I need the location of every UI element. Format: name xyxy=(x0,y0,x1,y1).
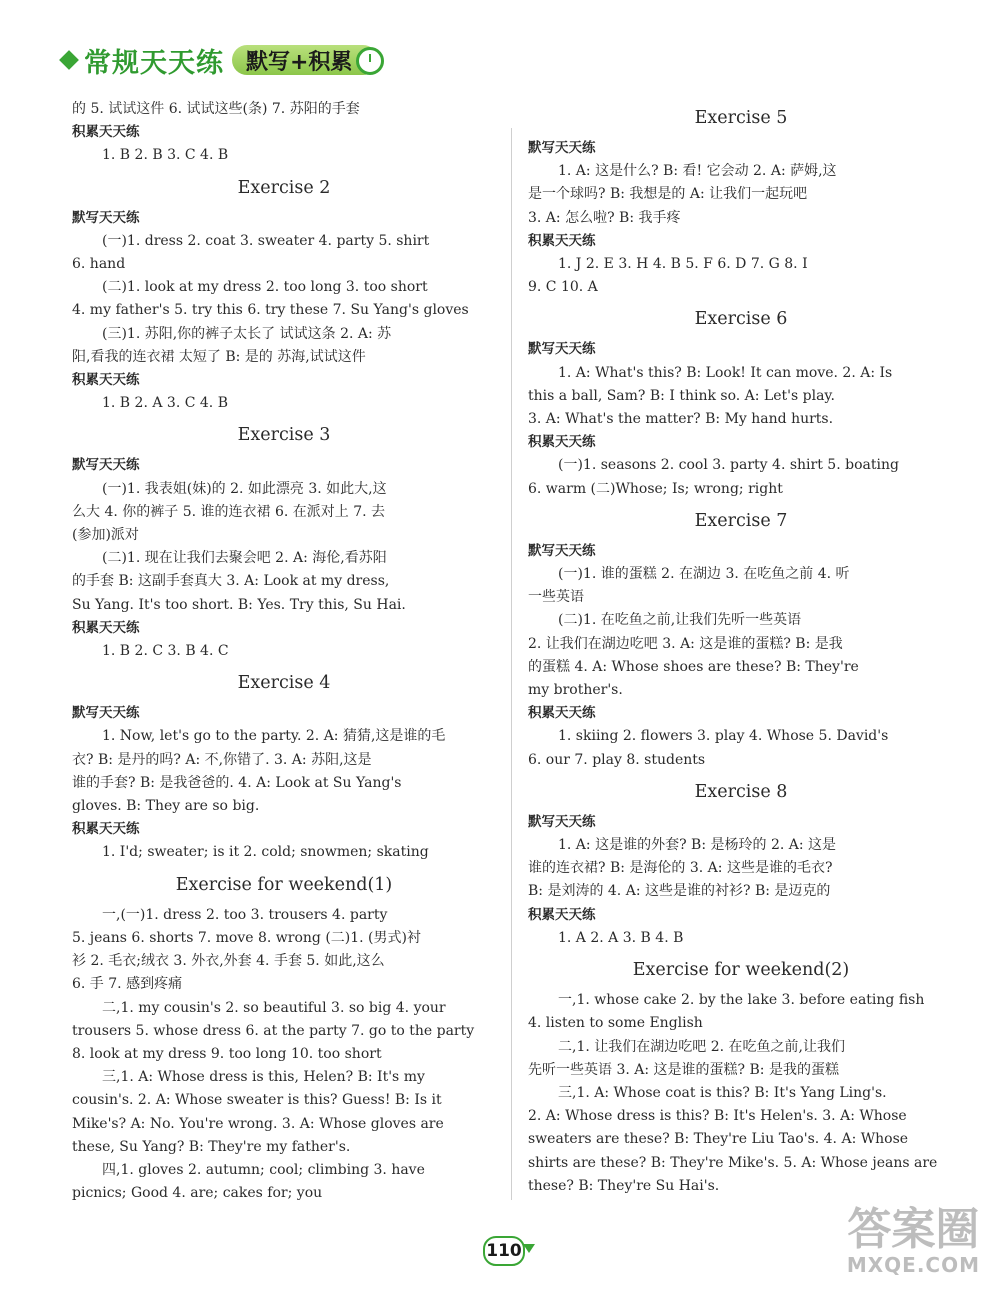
answer-line: 衫 2. 毛衣;绒衣 3. 外衣,外套 4. 手套 5. 如此,这么 xyxy=(72,953,385,970)
section-label: 默写天天练 xyxy=(528,542,596,559)
section-label: 默写天天练 xyxy=(528,813,596,830)
section-label: 默写天天练 xyxy=(72,705,140,722)
answer-line: 6. our 7. play 8. students xyxy=(528,751,706,768)
answer-line: 1. I'd; sweater; is it 2. cold; snowmen; skating xyxy=(102,844,429,861)
answer-line: 四,1. gloves 2. autumn; cool; climbing 3. have xyxy=(102,1161,425,1178)
exercise-heading: Exercise 3 xyxy=(237,425,331,446)
section-label: 积累天天练 xyxy=(528,705,596,722)
exercise-heading: Exercise 7 xyxy=(694,510,788,531)
answer-line: (一)1. dress 2. coat 3. sweater 4. party 5. shirt xyxy=(102,232,430,249)
left-column xyxy=(72,98,496,1205)
answer-line: these? B: They're Su Hai's. xyxy=(528,1177,720,1194)
answer-line: 3. A: What's the matter? B: My hand hurts. xyxy=(528,411,834,428)
answer-line: this a ball, Sam? B: I think so. A: Let's play. xyxy=(528,387,835,404)
answer-line: 一,(一)1. dress 2. too 3. trousers 4. party xyxy=(102,906,388,923)
answer-line: 谁的手套? B: 是我爸爸的. 4. A: Look at Su Yang's xyxy=(72,774,402,791)
answer-line: 1. A: What's this? B: Look! It can move. 2. A: Is xyxy=(558,364,893,381)
answer-line: (一)1. 谁的蛋糕 2. 在湖边 3. 在吃鱼之前 4. 听 xyxy=(558,566,850,583)
answer-line: 1. skiing 2. flowers 3. play 4. Whose 5. David's xyxy=(558,728,889,745)
answer-line: (一)1. 我表姐(妹)的 2. 如此漂亮 3. 如此大,这 xyxy=(102,480,387,497)
section-label: 积累天天练 xyxy=(72,372,140,389)
arrow-down-icon xyxy=(523,1244,535,1253)
answer-line: Mike's? A: No. You're wrong. 3. A: Whose gloves are xyxy=(72,1115,444,1132)
answer-line: 1. J 2. E 3. H 4. B 5. F 6. D 7. G 8. I xyxy=(558,256,808,273)
answer-line: 谁的连衣裙? B: 是海伦的 3. A: 这些是谁的毛衣? xyxy=(528,860,833,877)
answer-line: 8. look at my dress 9. too long 10. too short xyxy=(72,1045,382,1062)
answer-line: my brother's. xyxy=(528,682,623,699)
answer-line: cousin's. 2. A: Whose sweater is this? Guess! B: Is it xyxy=(72,1092,442,1109)
exercise-heading: Exercise 8 xyxy=(694,781,788,802)
exercise-heading: Exercise for weekend(2) xyxy=(632,960,850,981)
watermark-logo: 答案圈 xyxy=(847,1204,980,1255)
answer-line: 一,1. whose cake 2. by the lake 3. before eating fish xyxy=(558,992,925,1009)
answer-line: 6. hand xyxy=(72,256,126,273)
answer-line: 衣? B: 是丹的吗? A: 不,你错了. 3. A: 苏阳,这是 xyxy=(72,751,372,768)
answer-line: shirts are these? B: They're Mike's. 5. A: Whose jeans are xyxy=(528,1154,938,1171)
answer-line: gloves. B: They are so big. xyxy=(72,798,260,815)
section-label: 默写天天练 xyxy=(72,457,140,474)
answer-line: 的手套 B: 这副手套真大 3. A: Look at my dress, xyxy=(72,573,390,590)
answer-line: 的蛋糕 4. A: Whose shoes are these? B: They're xyxy=(528,658,859,675)
answer-line: 先听一些英语 3. A: 这是谁的蛋糕? B: 是我的蛋糕 xyxy=(528,1061,839,1078)
answer-line: 9. C 10. A xyxy=(528,279,598,296)
answer-line: 一些英语 xyxy=(528,589,584,606)
section-label: 积累天天练 xyxy=(528,434,596,451)
section-label: 积累天天练 xyxy=(528,906,596,923)
answer-line: 1. Now, let's go to the party. 2. A: 猜猜,这是谁的毛 xyxy=(102,728,446,745)
answer-line: 阳,看我的连衣裙 太短了 B: 是的 苏海,试试这件 xyxy=(72,348,366,365)
answer-line: (三)1. 苏阳,你的裤子太长了 试试这条 2. A: 苏 xyxy=(102,325,392,342)
exercise-heading: Exercise 4 xyxy=(237,673,331,694)
answer-line: 二,1. 让我们在湖边吃吧 2. 在吃鱼之前,让我们 xyxy=(558,1038,845,1055)
answer-line: Su Yang. It's too short. B: Yes. Try this, Su Hai. xyxy=(72,596,406,613)
section-label: 积累天天练 xyxy=(528,232,596,249)
answer-line: (一)1. seasons 2. cool 3. party 4. shirt 5. boating xyxy=(558,457,899,474)
answer-line: 二,1. my cousin's 2. so beautiful 3. so big 4. your xyxy=(102,999,446,1016)
answer-line: trousers 5. whose dress 6. at the party 7. go to the party xyxy=(72,1022,475,1039)
answer-line: 1. A: 这是谁的外套? B: 是杨玲的 2. A: 这是 xyxy=(558,837,837,854)
answer-line: 的 5. 试试这件 6. 试试这些(条) 7. 苏阳的手套 xyxy=(72,101,360,117)
answer-line: 2. 让我们在湖边吃吧 3. A: 这是谁的蛋糕? B: 是我 xyxy=(528,635,843,652)
exercise-heading: Exercise 6 xyxy=(694,309,788,330)
answer-line: (参加)派对 xyxy=(72,527,139,544)
answer-line: 6. 手 7. 感到疼痛 xyxy=(72,976,183,993)
section-label: 默写天天练 xyxy=(528,140,596,156)
section-label: 积累天天练 xyxy=(72,619,140,636)
answer-line: 4. listen to some English xyxy=(528,1015,703,1032)
header-banner-label: 默写+积累 xyxy=(246,49,353,75)
clock-icon xyxy=(356,47,384,75)
answer-line: 是一个球吗? B: 我想是的 A: 让我们一起玩吧 xyxy=(528,186,808,203)
diamond-icon xyxy=(59,50,79,70)
header-title: 常规天天练 xyxy=(84,47,224,79)
answer-line: 2. A: Whose dress is this? B: It's Helen's. 3. A: Whose xyxy=(528,1108,907,1125)
answer-line: 1. A: 这是什么? B: 看! 它会动 2. A: 萨姆,这 xyxy=(558,163,837,180)
watermark-url: MXQE.COM xyxy=(846,1253,980,1277)
section-label: 默写天天练 xyxy=(528,341,596,358)
answer-line: 3. A: 怎么啦? B: 我手疼 xyxy=(528,209,681,226)
header-banner xyxy=(232,45,378,75)
answer-line: 6. warm (二)Whose; Is; wrong; right xyxy=(528,480,783,497)
column-divider xyxy=(511,128,512,1200)
answer-line: 4. my father's 5. try this 6. try these 7. Su Yang's gloves xyxy=(72,302,469,319)
answer-line: these, Su Yang? B: They're my father's. xyxy=(72,1138,351,1155)
answer-line: 三,1. A: Whose coat is this? B: It's Yang Ling's. xyxy=(558,1084,887,1101)
answer-line: (二)1. look at my dress 2. too long 3. too short xyxy=(102,279,428,296)
watermark xyxy=(847,1206,980,1276)
exercise-heading: Exercise for weekend(1) xyxy=(175,874,393,895)
exercise-heading: Exercise 2 xyxy=(237,177,331,198)
answer-line: 5. jeans 6. shorts 7. move 8. wrong (二)1. (男式)衬 xyxy=(72,929,421,946)
section-label: 默写天天练 xyxy=(72,209,140,226)
answer-line: 三,1. A: Whose dress is this, Helen? B: It's my xyxy=(102,1069,425,1086)
section-label: 积累天天练 xyxy=(72,821,140,838)
answer-line: 1. B 2. A 3. C 4. B xyxy=(102,395,228,412)
answer-line: (二)1. 现在让我们去聚会吧 2. A: 海伦,看苏阳 xyxy=(102,550,387,567)
page-header xyxy=(62,38,378,82)
answer-line: picnics; Good 4. are; cakes for; you xyxy=(72,1185,323,1202)
exercise-heading: Exercise 5 xyxy=(694,108,788,128)
answer-line: 么大 4. 你的裤子 5. 谁的连衣裙 6. 在派对上 7. 去 xyxy=(72,503,386,520)
answer-line: 1. A 2. A 3. B 4. B xyxy=(558,929,684,946)
answer-line: 1. B 2. C 3. B 4. C xyxy=(102,643,229,660)
section-label: 积累天天练 xyxy=(72,124,140,141)
answer-line: B: 是刘涛的 4. A: 这些是谁的衬衫? B: 是迈克的 xyxy=(528,883,831,900)
answer-line: 1. B 2. B 3. C 4. B xyxy=(102,147,229,164)
answer-line: sweaters are these? B: They're Liu Tao's. 4. A: Whose xyxy=(528,1131,909,1148)
right-column xyxy=(528,98,954,1198)
answer-line: (二)1. 在吃鱼之前,让我们先听一些英语 xyxy=(558,612,802,629)
page-number: 110 xyxy=(483,1236,525,1266)
